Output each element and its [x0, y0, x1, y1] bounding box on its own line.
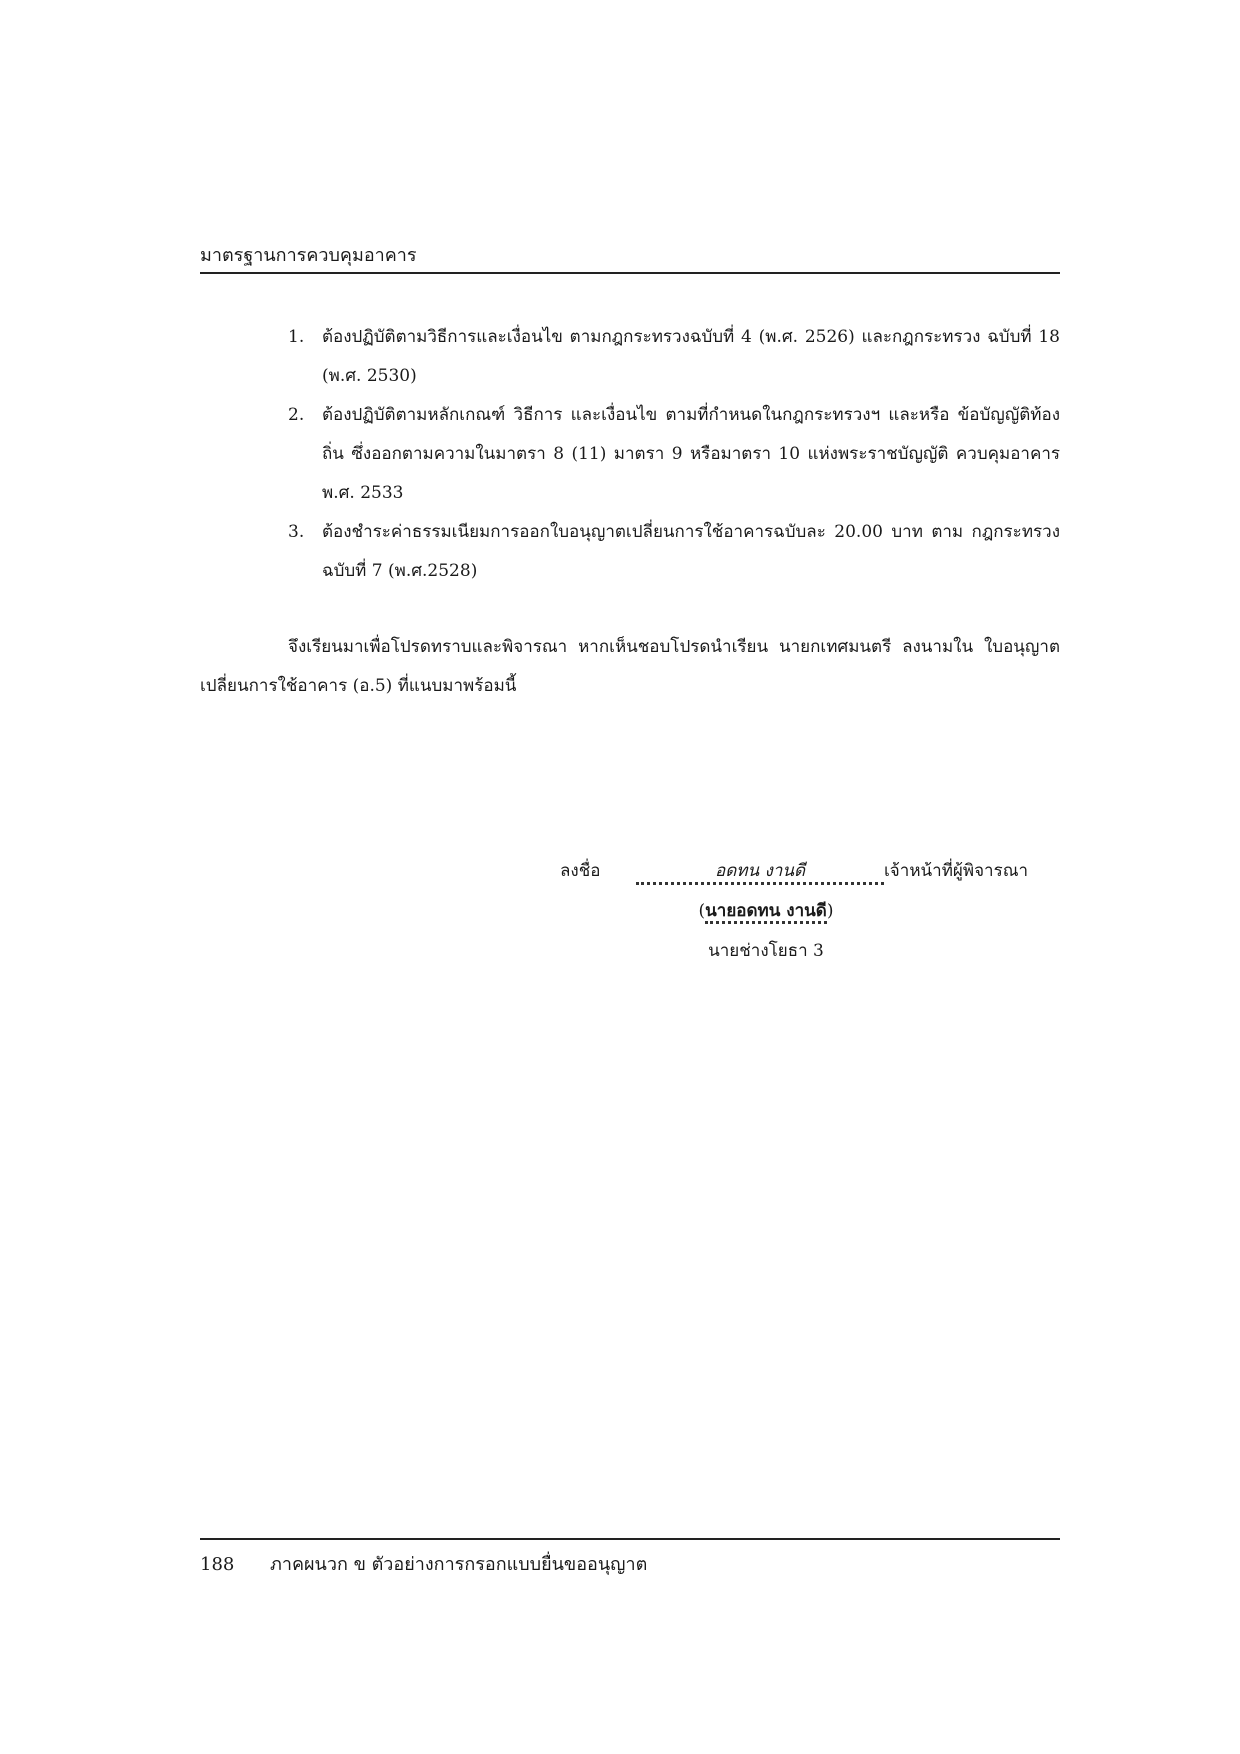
- condition-text: ต้องปฏิบัติตามวิธีการและเงื่อนไข ตามกฎกระทรวงฉบับที่ 4 (พ.ศ. 2526) และกฎกระทรวง ฉบับที่ 18 (พ.ศ. 2530): [322, 327, 1060, 386]
- condition-item: [288, 513, 1060, 591]
- footer-rule: [200, 1538, 1060, 1540]
- condition-item: [288, 318, 1060, 396]
- footer-section-title: ภาคผนวก ข ตัวอย่างการกรอกแบบยื่นขออนุญาต: [270, 1554, 648, 1575]
- closing-paragraph: จึงเรียนมาเพื่อโปรดทราบและพิจารณา หากเห็นชอบโปรดนำเรียน นายกเทศมนตรี ลงนามใน ใบอนุญาตเปลี่ยนการใช้อาคาร (อ.5) ที่แนบมาพร้อมนี้: [200, 637, 1060, 696]
- header-rule: [200, 272, 1060, 274]
- signature-label: ลงชื่อ: [560, 861, 601, 881]
- condition-text: ต้องปฏิบัติตามหลักเกณฑ์ วิธีการ และเงื่อนไข ตามที่กำหนดในกฎกระทรวงฯ และหรือ ข้อบัญญัติท้องถิ่น ซึ่งออกตามความในมาตรา 8 (11) มาตรา 9 หรือมาตรา 10 แห่งพระราชบัญญัติ ควบคุมอาคาร พ.ศ. 2533: [322, 405, 1060, 503]
- signer-role: เจ้าหน้าที่ผู้พิจารณา: [884, 861, 1029, 881]
- open-paren: (: [698, 901, 706, 921]
- signature-line: [560, 856, 1060, 886]
- running-header: มาตรฐานการควบคุมอาคาร: [200, 245, 417, 266]
- condition-text: ต้องชำระค่าธรรมเนียมการออกใบอนุญาตเปลี่ยนการใช้อาคารฉบับละ 20.00 บาท ตาม กฎกระทรวง ฉบับที่ 7 (พ.ศ.2528): [322, 522, 1060, 581]
- condition-item: [288, 396, 1060, 513]
- conditions-list: [288, 318, 1060, 591]
- condition-number: 2.: [288, 405, 305, 425]
- condition-number: 1.: [288, 327, 305, 347]
- signer-position: นายช่างโยธา 3: [708, 941, 824, 961]
- page-footer: [200, 1552, 1060, 1578]
- page-number: 188: [200, 1554, 235, 1575]
- printed-name: นายอดทน งานดี: [705, 901, 827, 924]
- condition-number: 3.: [288, 522, 305, 542]
- signed-name: อดทน งานดี: [636, 860, 884, 885]
- close-paren: ): [826, 901, 834, 921]
- printed-name-line: [656, 896, 876, 926]
